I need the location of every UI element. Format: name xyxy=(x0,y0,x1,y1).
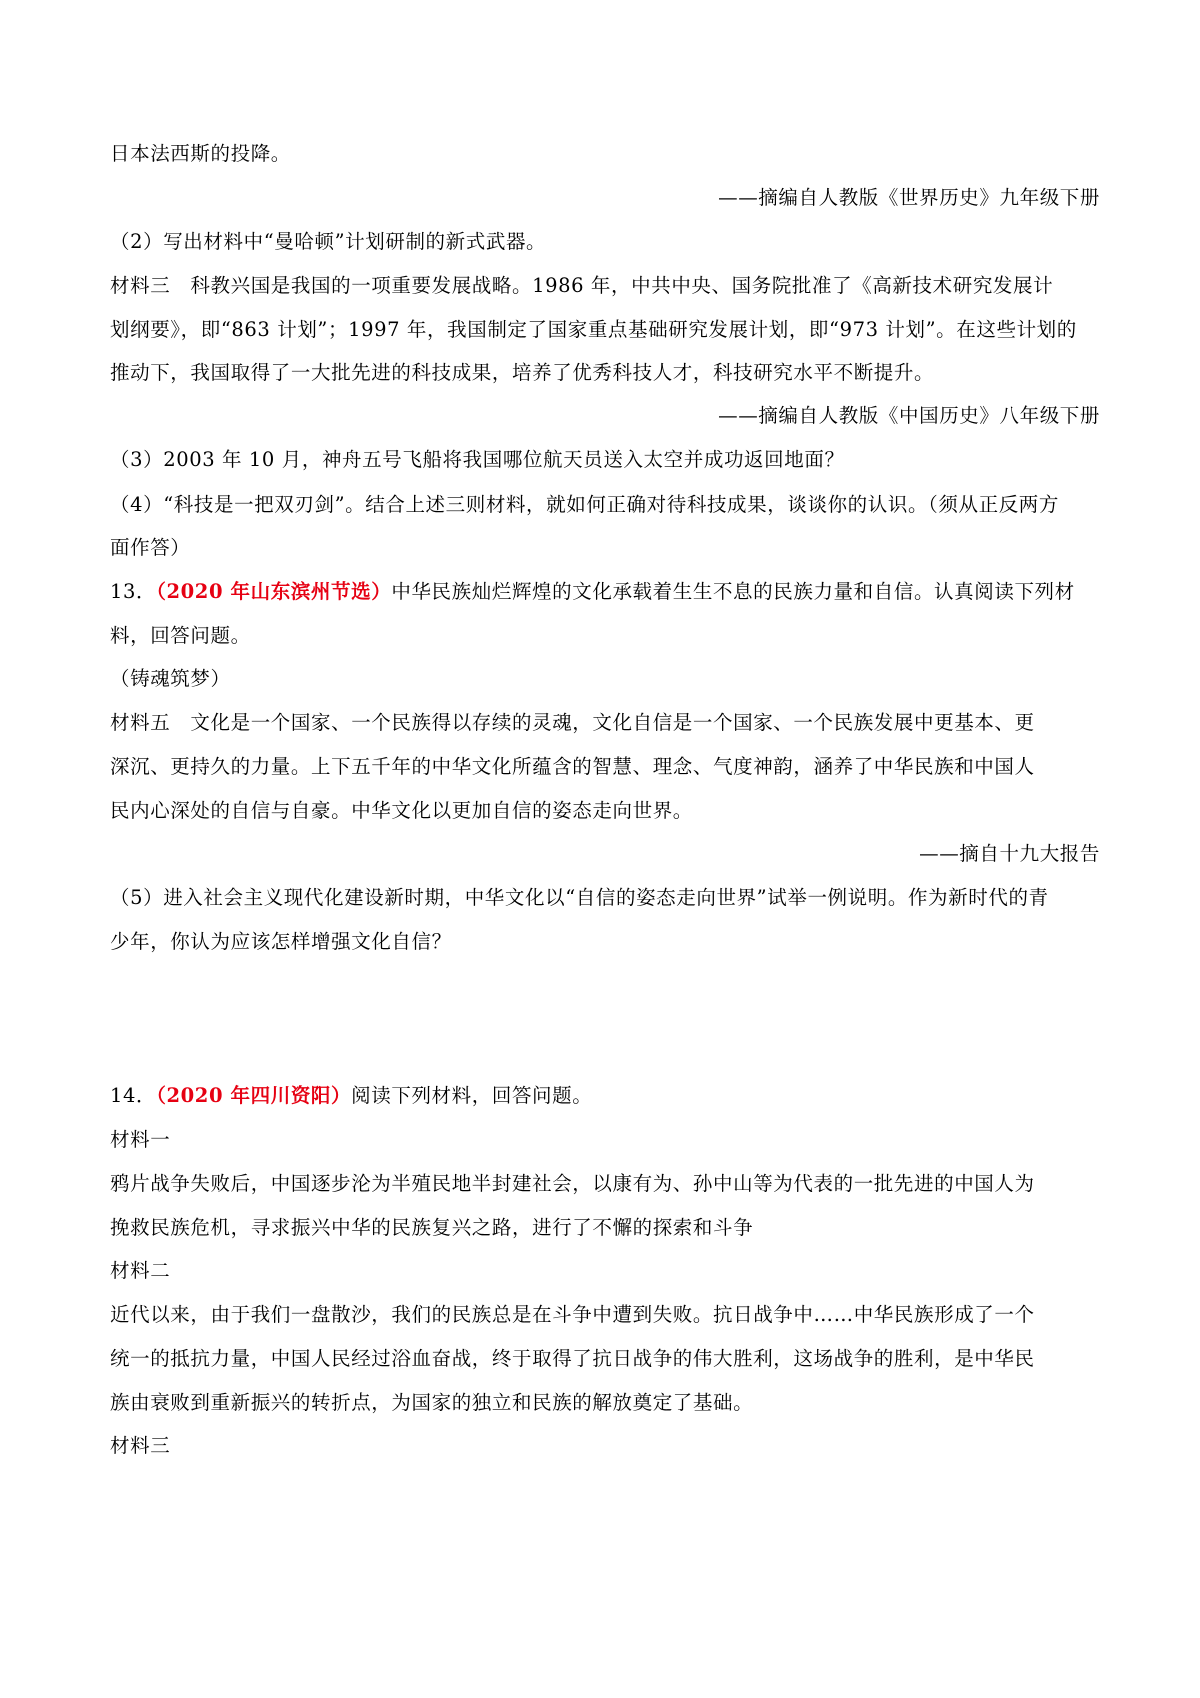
material-5-line: 深沉、更持久的力量。上下五千年的中华文化所蕴含的智慧、理念、气度神韵，涵养了中华民族和中国人 xyxy=(110,755,1035,778)
material-1-line: 挽救民族危机，寻求振兴中华的民族复兴之路，进行了不懈的探索和斗争 xyxy=(110,1216,754,1239)
question-2: （2）写出材料中“曼哈顿”计划研制的新式武器。 xyxy=(110,230,547,253)
question-3: （3）2003 年 10 月，神舟五号飞船将我国哪位航天员送入太空并成功返回地面？ xyxy=(110,448,845,471)
question-5: （5）进入社会主义现代化建设新时期，中华文化以“自信的姿态走向世界”试举一例说明。作为新时代的青 xyxy=(110,886,1049,909)
material-3-line: 材料三 科教兴国是我国的一项重要发展战略。1986 年，中共中央、国务院批准了《高新技术研究发展计 xyxy=(110,274,1054,297)
question-text: 中华民族灿烂辉煌的文化承载着生生不息的民族力量和自信。认真阅读下列材 xyxy=(391,580,1075,603)
question-4: （4）“科技是一把双刃剑”。结合上述三则材料，就如何正确对待科技成果，谈谈你的认识。（须从正反两方 xyxy=(110,493,1059,516)
material-5-line: 民内心深处的自信与自豪。中华文化以更加自信的姿态走向世界。 xyxy=(110,799,693,822)
question-13-heading xyxy=(110,577,1100,607)
text-line: 料，回答问题。 xyxy=(110,624,251,647)
question-source: （2020 年四川资阳） xyxy=(156,1084,352,1107)
text-line: 日本法西斯的投降。 xyxy=(110,142,291,165)
question-5-cont: 少年，你认为应该怎样增强文化自信？ xyxy=(110,930,452,953)
source-citation: ——摘自十九大报告 xyxy=(919,842,1100,865)
material-label: 材料一 xyxy=(110,1128,171,1151)
material-2-line: 统一的抵抗力量，中国人民经过浴血奋战，终于取得了抗日战争的伟大胜利，这场战争的胜利，是中华民 xyxy=(110,1347,1035,1370)
question-4-cont: 面作答） xyxy=(110,536,191,559)
question-number: 14． xyxy=(110,1084,157,1107)
question-number: 13． xyxy=(110,580,157,603)
source-citation: ——摘编自人教版《中国历史》八年级下册 xyxy=(718,404,1100,427)
question-text: 阅读下列材料，回答问题。 xyxy=(351,1084,593,1107)
material-label: 材料三 xyxy=(110,1434,171,1457)
material-2-line: 族由衰败到重新振兴的转折点，为国家的独立和民族的解放奠定了基础。 xyxy=(110,1391,754,1414)
question-14-heading xyxy=(110,1081,1100,1111)
section-label: （铸魂筑梦） xyxy=(110,667,231,690)
material-1-line: 鸦片战争失败后，中国逐步沦为半殖民地半封建社会，以康有为、孙中山等为代表的一批先进的中国人为 xyxy=(110,1172,1035,1195)
source-citation: ——摘编自人教版《世界历史》九年级下册 xyxy=(718,186,1100,209)
material-3-line: 划纲要》，即“863 计划”；1997 年，我国制定了国家重点基础研究发展计划，即“973 计划”。在这些计划的 xyxy=(110,318,1077,341)
question-source: （2020 年山东滨州节选） xyxy=(156,580,392,603)
material-5-line: 材料五 文化是一个国家、一个民族得以存续的灵魂，文化自信是一个国家、一个民族发展中更基本、更 xyxy=(110,711,1035,734)
material-label: 材料二 xyxy=(110,1259,171,1282)
material-3-line: 推动下，我国取得了一大批先进的科技成果，培养了优秀科技人才，科技研究水平不断提升。 xyxy=(110,361,935,384)
material-2-line: 近代以来，由于我们一盘散沙，我们的民族总是在斗争中遭到失败。抗日战争中……中华民族形成了一个 xyxy=(110,1303,1035,1326)
